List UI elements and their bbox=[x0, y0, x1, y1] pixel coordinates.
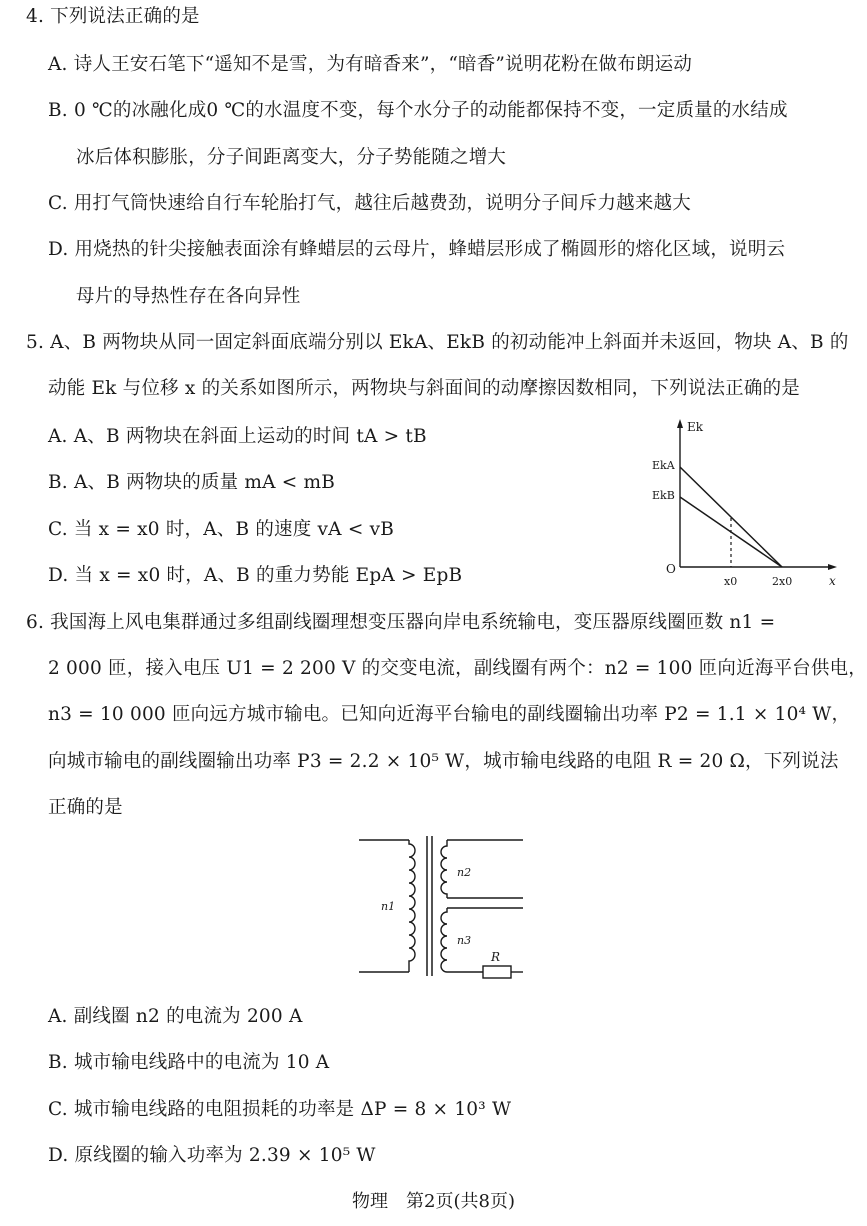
transformer-diagram bbox=[355, 832, 530, 982]
graph-x-label: x bbox=[829, 574, 836, 588]
q5-stem-line2: 动能 Ek 与位移 x 的关系如图所示，两物块与斜面间的动摩擦因数相同，下列说法正确的是 bbox=[48, 378, 800, 399]
resistor-r bbox=[483, 966, 511, 978]
q6-stem-line1: 6. 我国海上风电集群通过多组副线圈理想变压器向岸电系统输电，变压器原线圈匝数 n1 = bbox=[26, 612, 776, 633]
q5-option-a: A. A、B 两物块在斜面上运动的时间 tA > tB bbox=[48, 426, 427, 447]
graph-y-arrow bbox=[677, 419, 683, 428]
secondary-coil-n3 bbox=[441, 908, 447, 972]
graph-line-a bbox=[680, 467, 782, 567]
q6-stem-line2: 2 000 匝，接入电压 U1 = 2 200 V 的交变电流，副线圈有两个：n2 = 100 匝向近海平台供电， bbox=[48, 658, 867, 679]
label-n2: n2 bbox=[457, 866, 472, 879]
graph-label-ekb: EkB bbox=[652, 489, 675, 502]
graph-label-eka: EkA bbox=[652, 459, 675, 472]
q6-option-a: A. 副线圈 n2 的电流为 200 A bbox=[48, 1006, 303, 1027]
q5-option-d: D. 当 x = x0 时，A、B 的重力势能 EpA > EpB bbox=[48, 565, 463, 586]
q6-option-d: D. 原线圈的输入功率为 2.39 × 10⁵ W bbox=[48, 1145, 376, 1166]
q6-stem-line3: n3 = 10 000 匝向远方城市输电。已知向近海平台输电的副线圈输出功率 P2 = 1.1 × 10⁴ W， bbox=[48, 704, 851, 725]
q5-option-c: C. 当 x = x0 时，A、B 的速度 vA < vB bbox=[48, 519, 395, 540]
q4-option-b-line1: B. 0 ℃的冰融化成0 ℃的水温度不变，每个水分子的动能都保持不变，一定质量的水结成 bbox=[48, 100, 788, 121]
q6-stem-line4: 向城市输电的副线圈输出功率 P3 = 2.2 × 10⁵ W，城市输电线路的电阻 R = 20 Ω，下列说法 bbox=[48, 751, 839, 772]
q4-option-b-line2: 冰后体积膨胀，分子间距离变大，分子势能随之增大 bbox=[76, 147, 507, 168]
graph-tick-2x0: 2x0 bbox=[772, 575, 793, 588]
graph-x-arrow bbox=[828, 564, 837, 570]
q6-stem-line5: 正确的是 bbox=[48, 797, 123, 818]
q5-stem-line1: 5. A、B 两物块从同一固定斜面底端分别以 EkA、EkB 的初动能冲上斜面并未返回，物块 A、B 的 bbox=[26, 332, 849, 353]
label-r: R bbox=[491, 950, 501, 964]
graph-tick-x0: x0 bbox=[724, 575, 738, 588]
page-footer: 物理 第2页(共8页) bbox=[352, 1191, 515, 1212]
graph-origin: O bbox=[666, 562, 676, 576]
q4-stem: 4. 下列说法正确的是 bbox=[26, 6, 200, 27]
q6-option-c: C. 城市输电线路的电阻损耗的功率是 ΔP = 8 × 10³ W bbox=[48, 1099, 512, 1120]
ek-x-graph bbox=[650, 415, 850, 595]
secondary-coil-n2 bbox=[441, 840, 447, 898]
q4-option-c: C. 用打气筒快速给自行车轮胎打气，越往后越费劲，说明分子间斥力越来越大 bbox=[48, 193, 691, 214]
q4-option-d-line2: 母片的导热性存在各向异性 bbox=[76, 286, 301, 307]
primary-coil bbox=[409, 840, 415, 972]
label-n3: n3 bbox=[457, 934, 472, 947]
q4-option-a: A. 诗人王安石笔下“遥知不是雪，为有暗香来”，“暗香”说明花粉在做布朗运动 bbox=[48, 54, 693, 75]
q6-option-b: B. 城市输电线路中的电流为 10 A bbox=[48, 1052, 330, 1073]
q4-option-d-line1: D. 用烧热的针尖接触表面涂有蜂蜡层的云母片，蜂蜡层形成了椭圆形的熔化区域，说明云 bbox=[48, 239, 786, 260]
q5-option-b: B. A、B 两物块的质量 mA < mB bbox=[48, 472, 336, 493]
graph-y-label: Ek bbox=[687, 420, 704, 434]
label-n1: n1 bbox=[381, 900, 396, 913]
